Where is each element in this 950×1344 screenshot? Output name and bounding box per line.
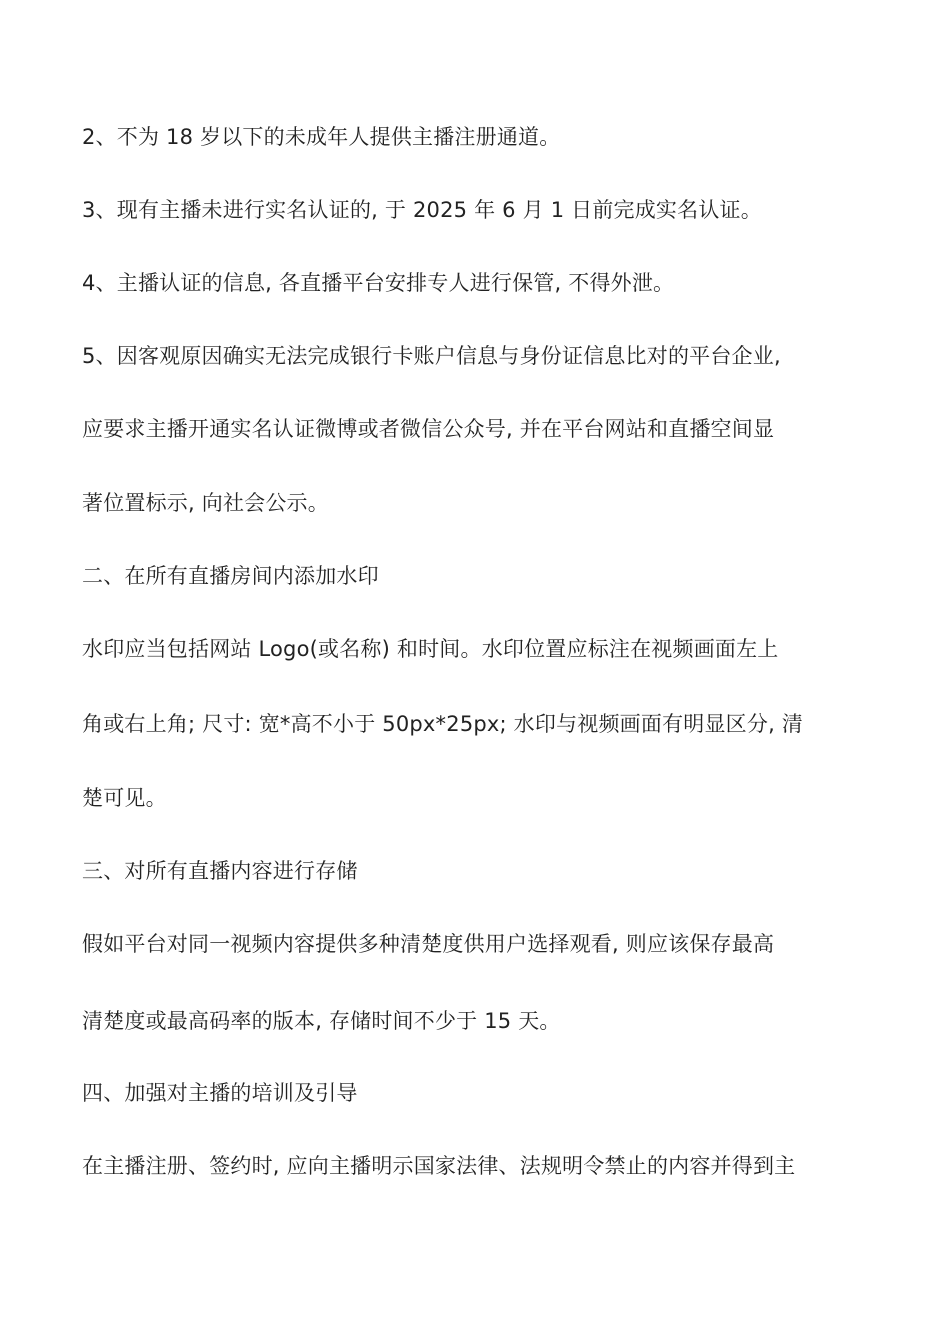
paragraph-line: 2、不为 18 岁以下的未成年人提供主播注册通道。 xyxy=(82,125,561,149)
paragraph-line: 楚可见。 xyxy=(82,786,167,810)
section-heading: 二、在所有直播房间内添加水印 xyxy=(82,564,379,588)
paragraph-line: 4、主播认证的信息, 各直播平台安排专人进行保管, 不得外泄。 xyxy=(82,271,675,295)
paragraph-line: 水印应当包括网站 Logo(或名称) 和时间。水印位置应标注在视频画面左上 xyxy=(82,637,779,661)
paragraph-line: 清楚度或最高码率的版本, 存储时间不少于 15 天。 xyxy=(82,1009,561,1033)
paragraph-line: 角或右上角; 尺寸: 宽*高不小于 50px*25px; 水印与视频画面有明显区分, 清 xyxy=(82,712,804,736)
paragraph-line: 5、因客观原因确实无法完成银行卡账户信息与身份证信息比对的平台企业, xyxy=(82,344,781,368)
section-heading: 四、加强对主播的培训及引导 xyxy=(82,1081,358,1105)
paragraph-line: 3、现有主播未进行实名认证的, 于 2025 年 6 月 1 日前完成实名认证。 xyxy=(82,198,762,222)
paragraph-line: 在主播注册、签约时, 应向主播明示国家法律、法规明令禁止的内容并得到主 xyxy=(82,1154,796,1178)
paragraph-line: 著位置标示, 向社会公示。 xyxy=(82,491,329,515)
paragraph-line: 假如平台对同一视频内容提供多种清楚度供用户选择观看, 则应该保存最高 xyxy=(82,932,775,956)
section-heading: 三、对所有直播内容进行存储 xyxy=(82,859,358,883)
paragraph-line: 应要求主播开通实名认证微博或者微信公众号, 并在平台网站和直播空间显 xyxy=(82,417,775,441)
